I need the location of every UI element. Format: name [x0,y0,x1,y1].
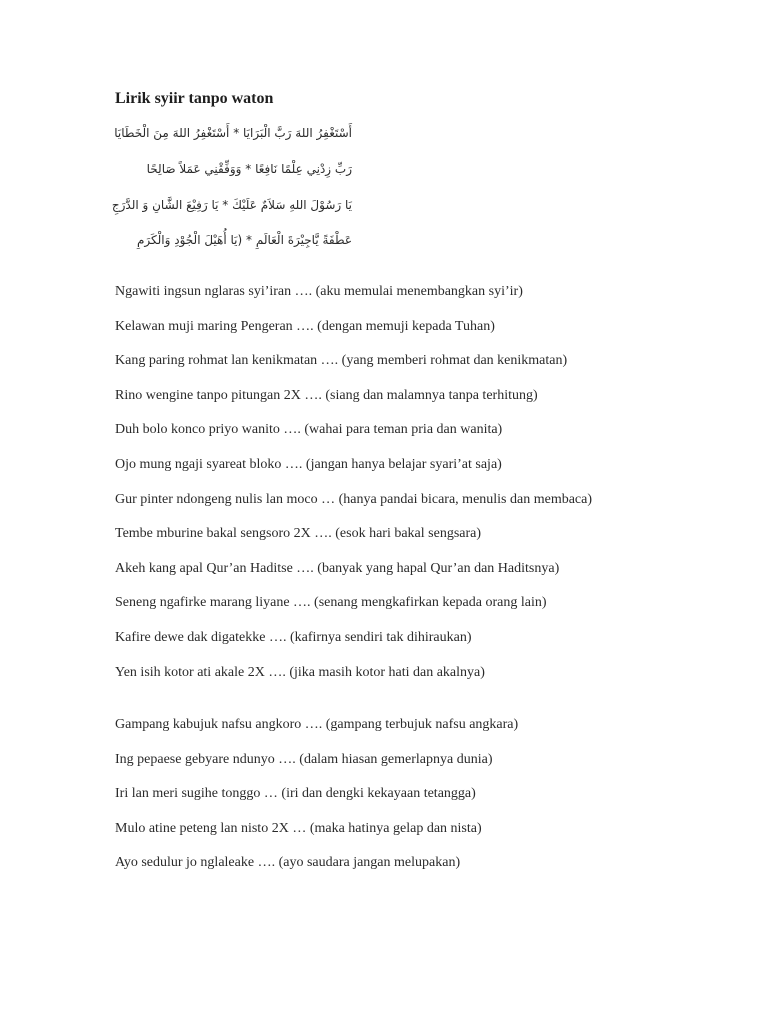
lyric-line [115,282,592,317]
translation-text: (banyak yang hapal Qur’an dan Haditsnya) [317,560,560,576]
translation-text: (esok hari bakal sengsara) [335,526,482,542]
lyric-line [115,593,592,628]
javanese-text: Kang paring rohmat lan kenikmatan [115,353,318,369]
javanese-text: Duh bolo konco priyo wanito [115,422,280,438]
translation-text: (gampang terbujuk nafsu angkara) [325,717,519,732]
arabic-verse-line: رَبِّ زِدْنِي عِلْمًا نَافِعًا * وَوَفِّقْنِي عَمَلاً صَالِحًا [146,161,352,176]
separator: … [292,820,307,836]
separator: …. [293,595,311,611]
lyric-line [115,317,592,352]
javanese-text: Gur pinter ndongeng nulis lan moco [115,491,318,507]
javanese-text: Iri lan meri sugihe tonggo [115,786,261,802]
translation-text: (iri dan dengki kekayaan tetangga) [281,786,476,802]
javanese-text: Mulo atine peteng lan nisto 2X [115,820,289,836]
translation-text: (maka hatinya gelap dan nista) [309,820,482,836]
separator: …. [314,526,332,542]
javanese-text: Kelawan muji maring Pengeran [115,318,293,334]
translation-text: (aku memulai menembangkan syi’ir) [315,284,523,299]
translation-text: (siang dan malamnya tanpa terhitung) [325,387,538,403]
arabic-verse-line: عَطْفَةً يَّاجِيْرَةَ الْعَالَمِ * (يَا أُهَيْلَ الْجُوْدِ وَالْكَرَمِ [136,233,352,248]
lyric-line [115,663,592,698]
separator: …. [320,353,339,369]
separator: …. [278,751,296,767]
javanese-text: Tembe mburine bakal sengsoro 2X [115,526,311,542]
lyric-line [115,715,518,750]
lyric-line [115,628,592,663]
stanza-1 [115,282,592,697]
arabic-verse-line: يَا رَسُوْلَ اللهِ سَلاَمٌ عَلَيْكَ * يَا رَفِيْعَ الشَّانِ وَ الدَّرَجِ [111,197,352,212]
separator: …. [284,456,303,472]
lyric-line [115,490,592,525]
stanza-2 [115,715,518,888]
separator: …. [296,318,314,334]
javanese-text: Kafire dewe dak digatekke [115,629,266,645]
translation-text: (wahai para teman pria dan wanita) [304,422,503,438]
javanese-text: Akeh kang apal Qur’an Haditse [115,560,293,576]
separator: …. [268,629,287,645]
arabic-verses [112,121,352,264]
javanese-text: Ing pepaese gebyare ndunyo [115,751,275,767]
separator: …. [268,664,286,680]
javanese-text: Rino wengine tanpo pitungan 2X [115,387,301,403]
javanese-text: Seneng ngafirke marang liyane [115,595,290,611]
translation-text: (yang memberi rohmat dan kenikmatan) [341,353,568,369]
lyric-line [115,819,518,854]
separator: … [263,786,278,802]
separator: …. [257,855,276,871]
translation-text: (senang mengkafirkan kepada orang lain) [314,595,547,611]
lyric-line [115,420,592,455]
separator: …. [304,387,322,403]
javanese-text: Yen isih kotor ati akale 2X [115,664,265,680]
lyric-line [115,524,592,559]
translation-text: (ayo saudara jangan melupakan) [278,855,461,871]
translation-text: (kafirnya sendiri tak dihiraukan) [289,629,472,645]
lyric-line [115,853,518,888]
separator: … [321,491,336,507]
javanese-text: Ayo sedulur jo nglaleake [115,855,255,871]
separator: …. [296,560,314,576]
translation-text: (dalam hiasan gemerlapnya dunia) [299,751,493,767]
lyric-line [115,455,592,490]
separator: …. [294,284,313,299]
translation-text: (jangan hanya belajar syari’at saja) [305,456,502,472]
translation-text: (jika masih kotor hati dan akalnya) [289,664,485,680]
lyric-line [115,784,518,819]
lyric-line [115,351,592,386]
javanese-text: Ngawiti ingsun nglaras syi’iran [115,284,292,299]
javanese-text: Gampang kabujuk nafsu angkoro [115,717,302,732]
lyric-line [115,386,592,421]
document-title: Lirik syiir tanpo waton [115,90,274,107]
lyric-line [115,559,592,594]
separator: …. [283,422,301,438]
separator: …. [304,717,323,732]
arabic-verse-line: أَسْتَغْفِرُ اللهَ رَبَّ الْبَرَايَا * أَسْتَغْفِرُ اللهَ مِنَ الْخَطَايَا [114,126,352,140]
translation-text: (dengan memuji kepada Tuhan) [317,318,495,334]
lyric-line [115,750,518,785]
translation-text: (hanya pandai bicara, menulis dan membaca) [338,491,593,507]
javanese-text: Ojo mung ngaji syareat bloko [115,456,282,472]
